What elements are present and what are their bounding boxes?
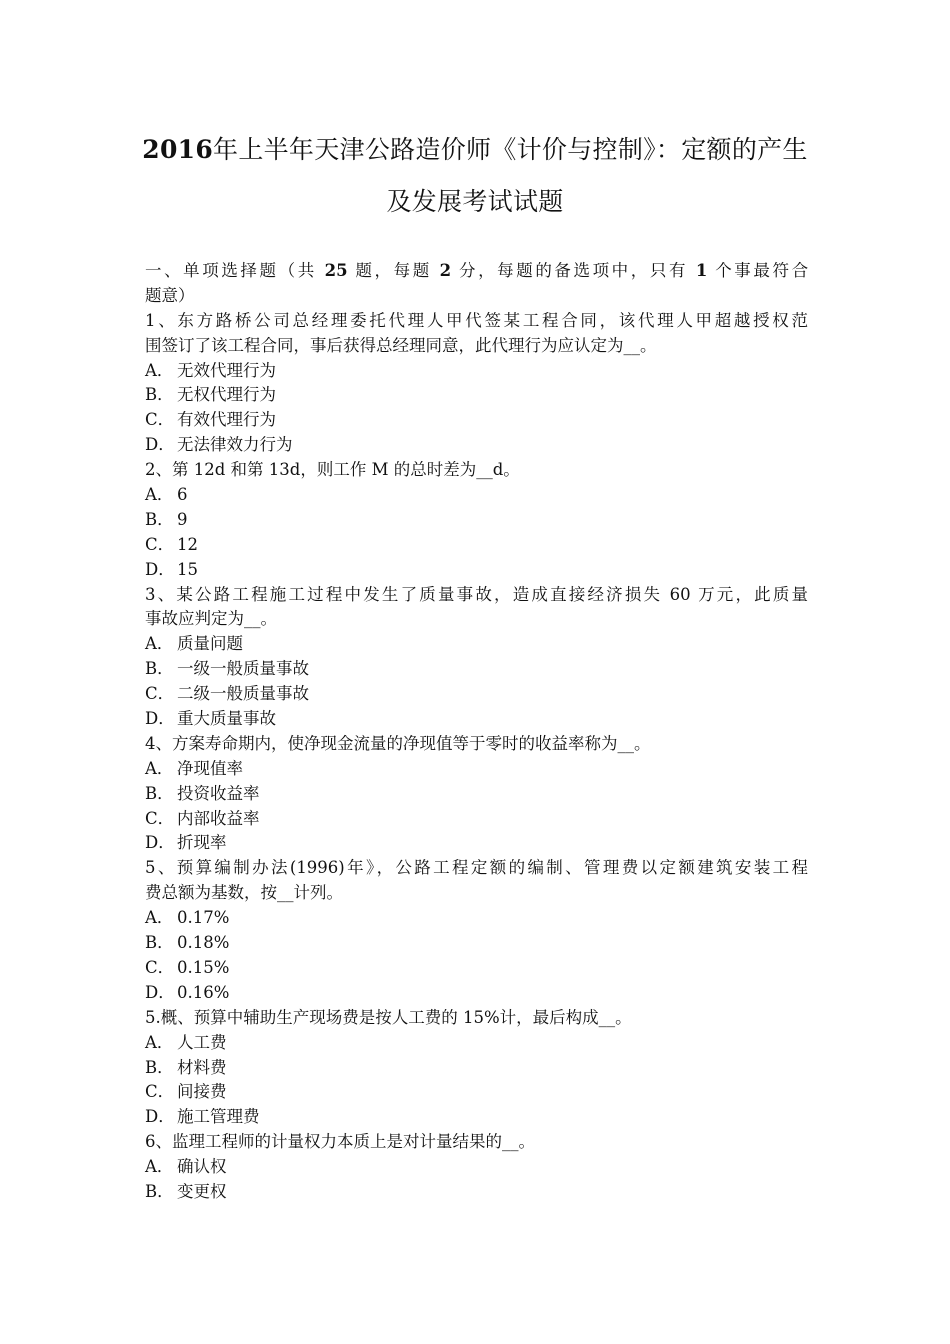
question-stem: 4、方案寿命期内，使净现金流量的净现值等于零时的收益率称为__。 <box>145 733 651 753</box>
section-intro <box>145 259 808 284</box>
option-label: C． <box>145 410 175 430</box>
option-text: 15 <box>177 559 198 579</box>
option-text: 无效代理行为 <box>177 360 276 380</box>
option-label: B． <box>145 509 174 529</box>
option-label: B． <box>145 783 174 803</box>
option-text: 人工费 <box>177 1032 227 1052</box>
question-stem: 1、东方路桥公司总经理委托代理人甲代签某工程合同，该代理人甲超越授权范 <box>145 310 808 330</box>
option-label: D． <box>145 559 175 579</box>
option-label: C． <box>145 684 175 704</box>
intro-text: 题，每题 <box>355 261 432 280</box>
option-label: D． <box>145 1107 175 1127</box>
option-text: 0.17% <box>177 908 230 928</box>
option <box>145 383 808 408</box>
title-text: 年上半年天津公路造价师《计价与控制》：定额的产生 <box>213 135 808 164</box>
option <box>145 707 808 732</box>
document-title-line1 <box>100 135 850 165</box>
option <box>145 657 808 682</box>
option-label: B． <box>145 385 174 405</box>
question-stem: 3、某公路工程施工过程中发生了质量事故，造成直接经济损失 60 万元，此质量 <box>145 584 808 604</box>
option-label: A． <box>145 485 174 505</box>
option <box>145 508 808 533</box>
correct-count: 1 <box>695 261 708 280</box>
option-text: 无权代理行为 <box>177 385 276 405</box>
option-text: 折现率 <box>177 833 227 853</box>
option-text: 有效代理行为 <box>177 410 276 430</box>
option-label: A． <box>145 758 174 778</box>
option-text: 材料费 <box>177 1057 227 1077</box>
option-label: D． <box>145 833 175 853</box>
option-label: C． <box>145 957 175 977</box>
option-text: 9 <box>177 509 188 529</box>
option-label: D． <box>145 982 175 1002</box>
option-text: 净现值率 <box>177 758 243 778</box>
option-text: 确认权 <box>177 1157 227 1177</box>
option <box>145 1080 808 1105</box>
option <box>145 782 808 807</box>
option-label: C． <box>145 534 175 554</box>
question-stem: 6、监理工程师的计量权力本质上是对计量结果的__。 <box>145 1132 535 1152</box>
option-label: B． <box>145 659 174 679</box>
option-text: 施工管理费 <box>177 1107 260 1127</box>
option-label: A． <box>145 908 174 928</box>
option-text: 质量问题 <box>177 634 243 654</box>
option-label: C． <box>145 1082 175 1102</box>
points-per-question: 2 <box>439 261 452 280</box>
option-text: 变更权 <box>177 1181 227 1201</box>
option <box>145 408 808 433</box>
option <box>145 1031 808 1056</box>
exam-content <box>145 259 808 1205</box>
option-label: A． <box>145 1032 174 1052</box>
title-year: 2016 <box>142 135 214 164</box>
option <box>145 807 808 832</box>
option <box>145 931 808 956</box>
option-text: 12 <box>177 534 198 554</box>
option-label: C． <box>145 808 175 828</box>
question-stem: 2、第 12d 和第 13d，则工作 M 的总时差为__d。 <box>145 460 520 480</box>
option <box>145 906 808 931</box>
option-text: 重大质量事故 <box>177 709 276 729</box>
option <box>145 1105 808 1130</box>
option-label: A． <box>145 634 174 654</box>
option-text: 间接费 <box>177 1082 227 1102</box>
option-text: 内部收益率 <box>177 808 260 828</box>
question-stem: 5.概、预算中辅助生产现场费是按人工费的 15%计，最后构成__。 <box>145 1007 632 1027</box>
intro-text: 一、单项选择题（共 <box>145 261 317 280</box>
option-text: 0.16% <box>177 982 230 1002</box>
option-text: 一级一般质量事故 <box>177 659 309 679</box>
option <box>145 831 808 856</box>
document-title-line2: 及发展考试试题 <box>386 187 564 216</box>
option <box>145 558 808 583</box>
option <box>145 757 808 782</box>
option <box>145 433 808 458</box>
option-text: 投资收益率 <box>177 783 260 803</box>
option-label: A． <box>145 1157 174 1177</box>
option <box>145 1056 808 1081</box>
intro-text: 分，每题的备选项中，只有 <box>458 261 689 280</box>
intro-text: 个事最符合 <box>715 261 809 280</box>
option <box>145 359 808 384</box>
option-label: B． <box>145 1057 174 1077</box>
question-count: 25 <box>324 261 348 280</box>
option-text: 二级一般质量事故 <box>177 684 309 704</box>
option-text: 0.15% <box>177 957 230 977</box>
option-label: A． <box>145 360 174 380</box>
option <box>145 956 808 981</box>
option <box>145 1155 808 1180</box>
option-text: 6 <box>177 485 188 505</box>
option <box>145 682 808 707</box>
option <box>145 1180 808 1205</box>
question-stem: 事故应判定为__。 <box>145 609 277 629</box>
option <box>145 483 808 508</box>
option <box>145 632 808 657</box>
option-label: B． <box>145 933 174 953</box>
option-text: 无法律效力行为 <box>177 435 293 455</box>
option <box>145 981 808 1006</box>
section-intro-line2: 题意） <box>145 285 195 305</box>
question-stem: 围签订了该工程合同，事后获得总经理同意，此代理行为应认定为__。 <box>145 335 657 355</box>
option-label: D． <box>145 709 175 729</box>
option-label: D． <box>145 435 175 455</box>
option <box>145 533 808 558</box>
option-text: 0.18% <box>177 933 230 953</box>
question-stem: 费总额为基数，按__计列。 <box>145 883 343 903</box>
option-label: B． <box>145 1181 174 1201</box>
question-stem: 5、预算编制办法(1996)年》，公路工程定额的编制、管理费以定额建筑安装工程 <box>145 858 808 878</box>
